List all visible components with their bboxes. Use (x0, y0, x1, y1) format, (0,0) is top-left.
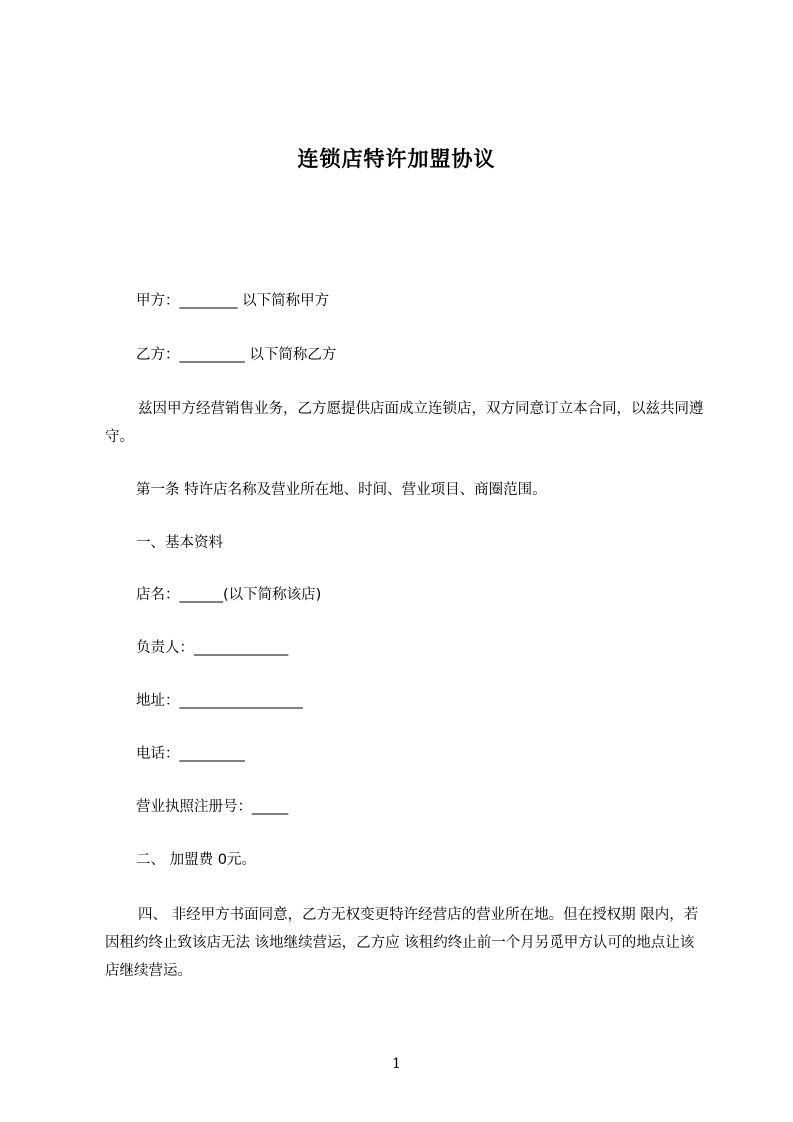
document-title: 连锁店特许加盟协议 (297, 147, 496, 171)
section-4-paragraph: 四、 非经甲方书面同意，乙方无权变更特许经营店的营业所在地。但在授权期 限内，若因租约终止致该店无法 该地继续营运，乙方应 该租约终止前一个月另觅甲方认可的地点让该店继续营运。 (105, 907, 699, 979)
section-2-franchise-fee: 二、 加盟费 0元。 (136, 852, 256, 868)
preamble-paragraph: 兹因甲方经营销售业务，乙方愿提供店面成立连锁店，双方同意订立本合同，以兹共同遵守。 (105, 401, 704, 445)
party-a-line: 甲方：________ 以下简称甲方 (136, 293, 330, 309)
article-1-heading: 第一条 特许店名称及营业所在地、时间、营业项目、商圈范围。 (136, 482, 547, 498)
address-field: 地址：_________________ (136, 693, 303, 709)
party-b-line: 乙方：_________ 以下简称乙方 (136, 347, 337, 363)
license-number-field: 营业执照注册号：_____ (136, 799, 289, 815)
phone-field: 电话：_________ (136, 746, 245, 762)
store-name-field: 店名：______(以下简称该店) (136, 587, 322, 603)
section-1-heading: 一、基本资料 (136, 535, 223, 551)
person-in-charge-field: 负责人：_____________ (136, 640, 289, 656)
page-number: 1 (392, 1056, 401, 1072)
